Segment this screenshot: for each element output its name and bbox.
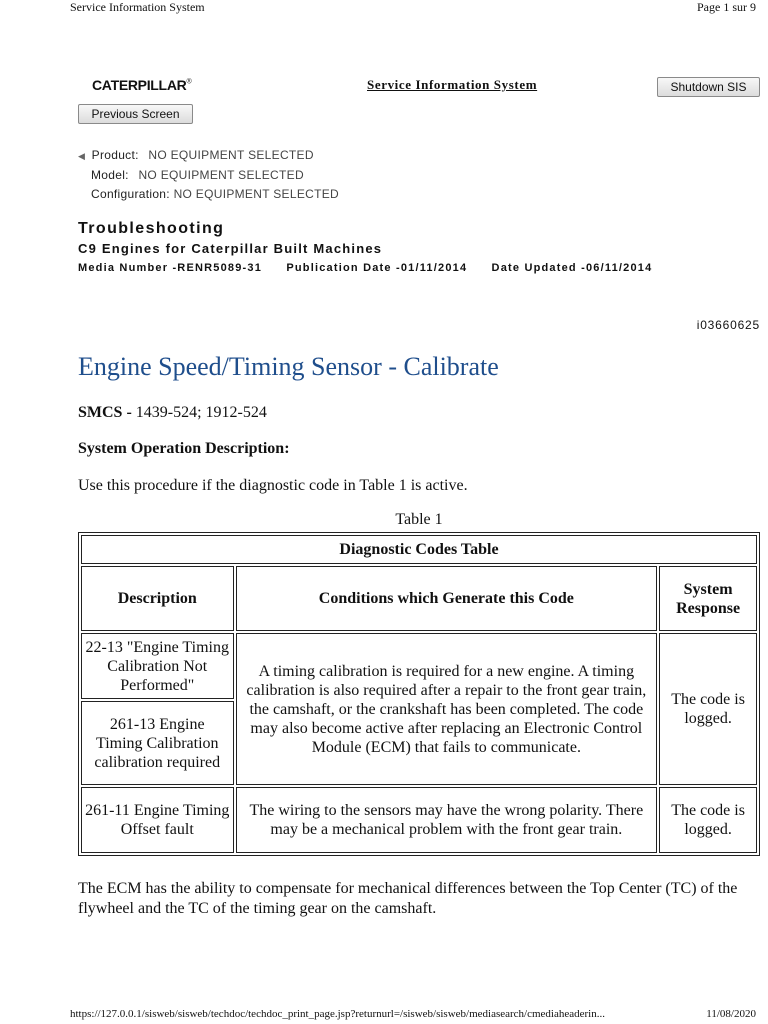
- equipment-info: [78, 146, 339, 204]
- print-footer-date: 11/08/2020: [706, 1008, 756, 1020]
- row3-description: 261-11 Engine Timing Offset fault: [81, 787, 234, 853]
- intro-paragraph: Use this procedure if the diagnostic code in Table 1 is active.: [78, 477, 468, 494]
- model-value: NO EQUIPMENT SELECTED: [138, 168, 304, 182]
- print-footer-url: https://127.0.0.1/sisweb/sisweb/techdoc/techdoc_print_page.jsp?returnurl=/sisweb/sisweb/mediasearch/cmediaheaderin...: [70, 1008, 605, 1020]
- engine-subtitle: C9 Engines for Caterpillar Built Machines: [78, 241, 383, 256]
- registered-mark: ®: [186, 78, 192, 86]
- logo-text: CATERPILLAR: [92, 77, 187, 93]
- diagnostic-codes-table: [78, 532, 760, 856]
- configuration-value: NO EQUIPMENT SELECTED: [173, 187, 340, 201]
- page-title: Engine Speed/Timing Sensor - Calibrate: [78, 352, 499, 381]
- after-table-paragraph: The ECM has the ability to compensate for mechanical differences between the Top Center (TC) of the flywheel and the TC of the timing gear on the camshaft.: [78, 880, 738, 917]
- smcs-line: [78, 404, 267, 422]
- table-title: Diagnostic Codes Table: [81, 535, 757, 564]
- print-header-left: Service Information System: [70, 0, 205, 14]
- row3-conditions: The wiring to the sensors may have the wrong polarity. There may be a mechanical problem with the front gear train.: [236, 787, 658, 853]
- print-header-page: Page 1 sur 9: [697, 0, 756, 14]
- configuration-row: [78, 185, 339, 204]
- shutdown-sis-button[interactable]: Shutdown SIS: [657, 77, 760, 97]
- back-arrow-icon[interactable]: ◀: [78, 151, 86, 161]
- document-id: i03660625: [696, 318, 760, 332]
- media-info: [78, 262, 652, 274]
- configuration-label: Configuration:: [91, 187, 170, 201]
- product-value: NO EQUIPMENT SELECTED: [148, 148, 314, 162]
- smcs-label: SMCS -: [78, 404, 132, 421]
- section-title: Troubleshooting: [78, 220, 225, 237]
- row1-description: 22-13 "Engine Timing Calibration Not Performed": [81, 633, 234, 699]
- table-row: [81, 633, 757, 699]
- product-row: [78, 146, 339, 166]
- table-title-row: [81, 535, 757, 564]
- date-updated: Date Updated -06/11/2014: [491, 262, 653, 274]
- row3-response: The code is logged.: [659, 787, 757, 853]
- smcs-value: 1439-524; 1912-524: [131, 404, 267, 421]
- previous-screen-button[interactable]: Previous Screen: [78, 104, 193, 124]
- publication-date: Publication Date -01/11/2014: [286, 262, 468, 274]
- model-label: Model:: [91, 168, 129, 182]
- table-caption: Table 1: [395, 511, 443, 528]
- header-description: Description: [81, 566, 234, 631]
- model-row: [78, 166, 339, 185]
- row2-description: 261-13 Engine Timing Calibration calibration required: [81, 701, 234, 785]
- header-system-response: System Response: [659, 566, 757, 631]
- media-number: Media Number -RENR5089-31: [78, 262, 263, 274]
- row1-conditions: A timing calibration is required for a new engine. A timing calibration is also required after a repair to the front gear train, the camshaft, or the crankshaft has been completed. The code may also become active after replacing an Electronic Control Module (ECM) that fails to communicate.: [236, 633, 658, 785]
- caterpillar-logo: [92, 77, 192, 95]
- sis-title: Service Information System: [367, 77, 538, 92]
- product-label: Product:: [91, 148, 139, 162]
- table-header-row: [81, 566, 757, 631]
- header-conditions: Conditions which Generate this Code: [236, 566, 658, 631]
- row1-response: The code is logged.: [659, 633, 757, 785]
- table-row: [81, 787, 757, 853]
- sod-heading: System Operation Description:: [78, 440, 290, 457]
